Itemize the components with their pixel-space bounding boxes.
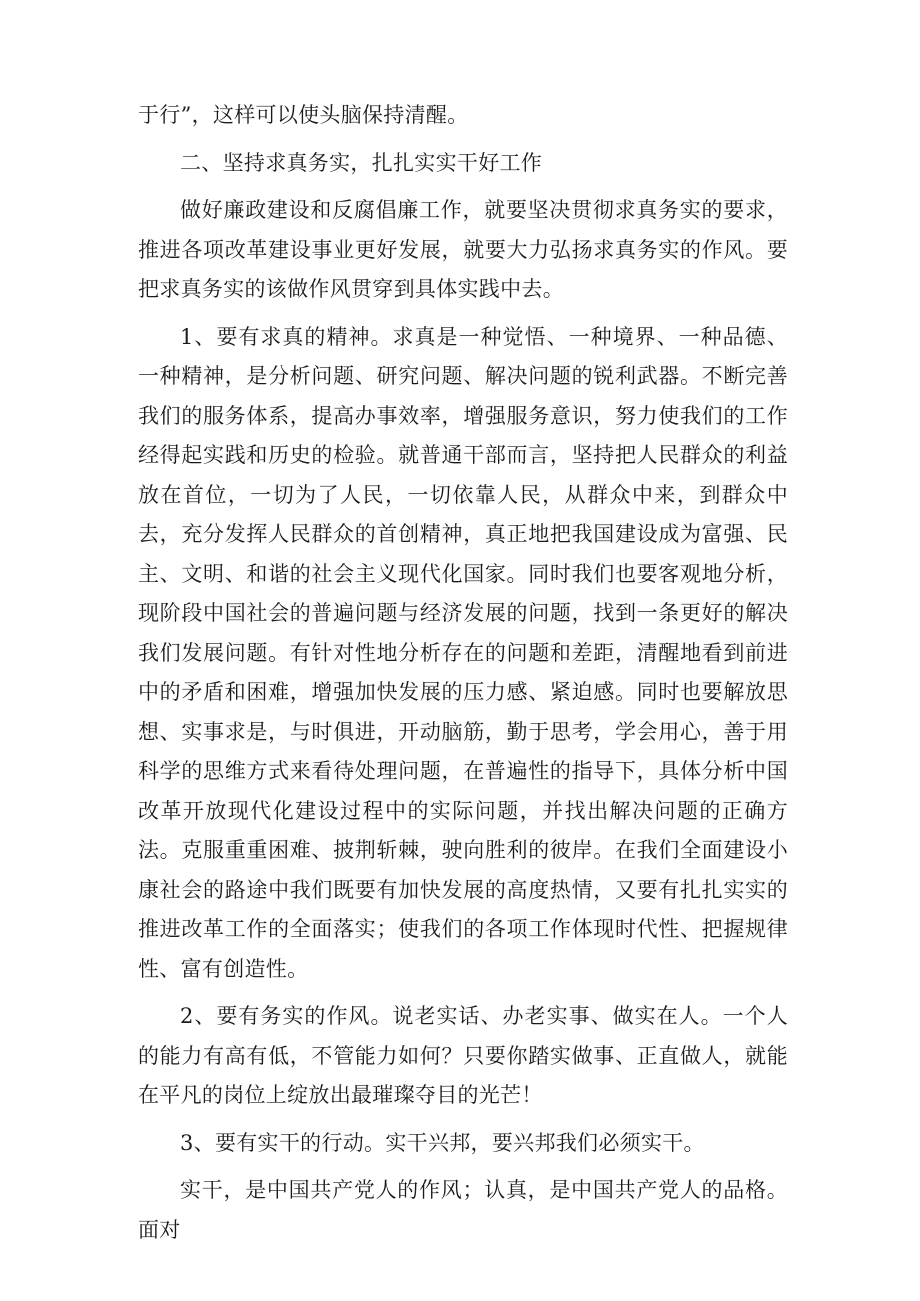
paragraph-continuation: 于行”，这样可以使头脑保持清醒。	[138, 103, 469, 127]
paragraph: 2、要有务实的作风。说老实话、办老实事、做实在人。一个人的能力有高有低，不管能力如何？只要你踏实做事、正直做人，就能在平凡的岗位上绽放出最璀璨夺目的光芒！	[138, 1004, 788, 1107]
document-body	[138, 96, 788, 1258]
paragraph: 1、要有求真的精神。求真是一种觉悟、一种境界、一种品德、一种精神，是分析问题、研究问题、解决问题的锐利武器。不断完善我们的服务体系，提高办事效率，增强服务意识，努力使我们的工作经得起实践和历史的检验。就普通干部而言，坚持把人民群众的利益放在首位，一切为了人民，一切依靠人民，从群众中来，到群众中去，充分发挥人民群众的首创精神，真正地把我国建设成为富强、民主、文明、和谐的社会主义现代化国家。同时我们也要客观地分析，现阶段中国社会的普遍问题与经济发展的问题，找到一条更好的解决我们发展问题。有针对性地分析存在的问题和差距，清醒地看到前进中的矛盾和困难，增强加快发展的压力感、紧迫感。同时也要解放思想、实事求是，与时俱进，开动脑筋，勤于思考，学会用心，善于用科学的思维方式来看待处理问题，在普遍性的指导下，具体分析中国改革开放现代化建设过程中的实际问题，并找出解决问题的正确方法。克服重重困难、披荆斩棘，驶向胜利的彼岸。在我们全面建设小康社会的路途中我们既要有加快发展的高度热情，又要有扎扎实实的推进改革工作的全面落实；使我们的各项工作体现时代性、把握规律性、富有创造性。	[138, 324, 788, 981]
paragraph: 做好廉政建设和反腐倡廉工作，就要坚决贯彻求真务实的要求，推进各项改革建设事业更好发展，就要大力弘扬求真务实的作风。要把求真务实的该做作风贯穿到具体实践中去。	[138, 198, 788, 301]
paragraph: 3、要有实干的行动。实干兴邦，要兴邦我们必须实干。	[180, 1130, 705, 1155]
paragraph: 实干，是中国共产党人的作风；认真，是中国共产党人的品格。面对	[138, 1178, 788, 1242]
section-heading: 二、坚持求真务实，扎扎实实干好工作	[180, 150, 543, 175]
